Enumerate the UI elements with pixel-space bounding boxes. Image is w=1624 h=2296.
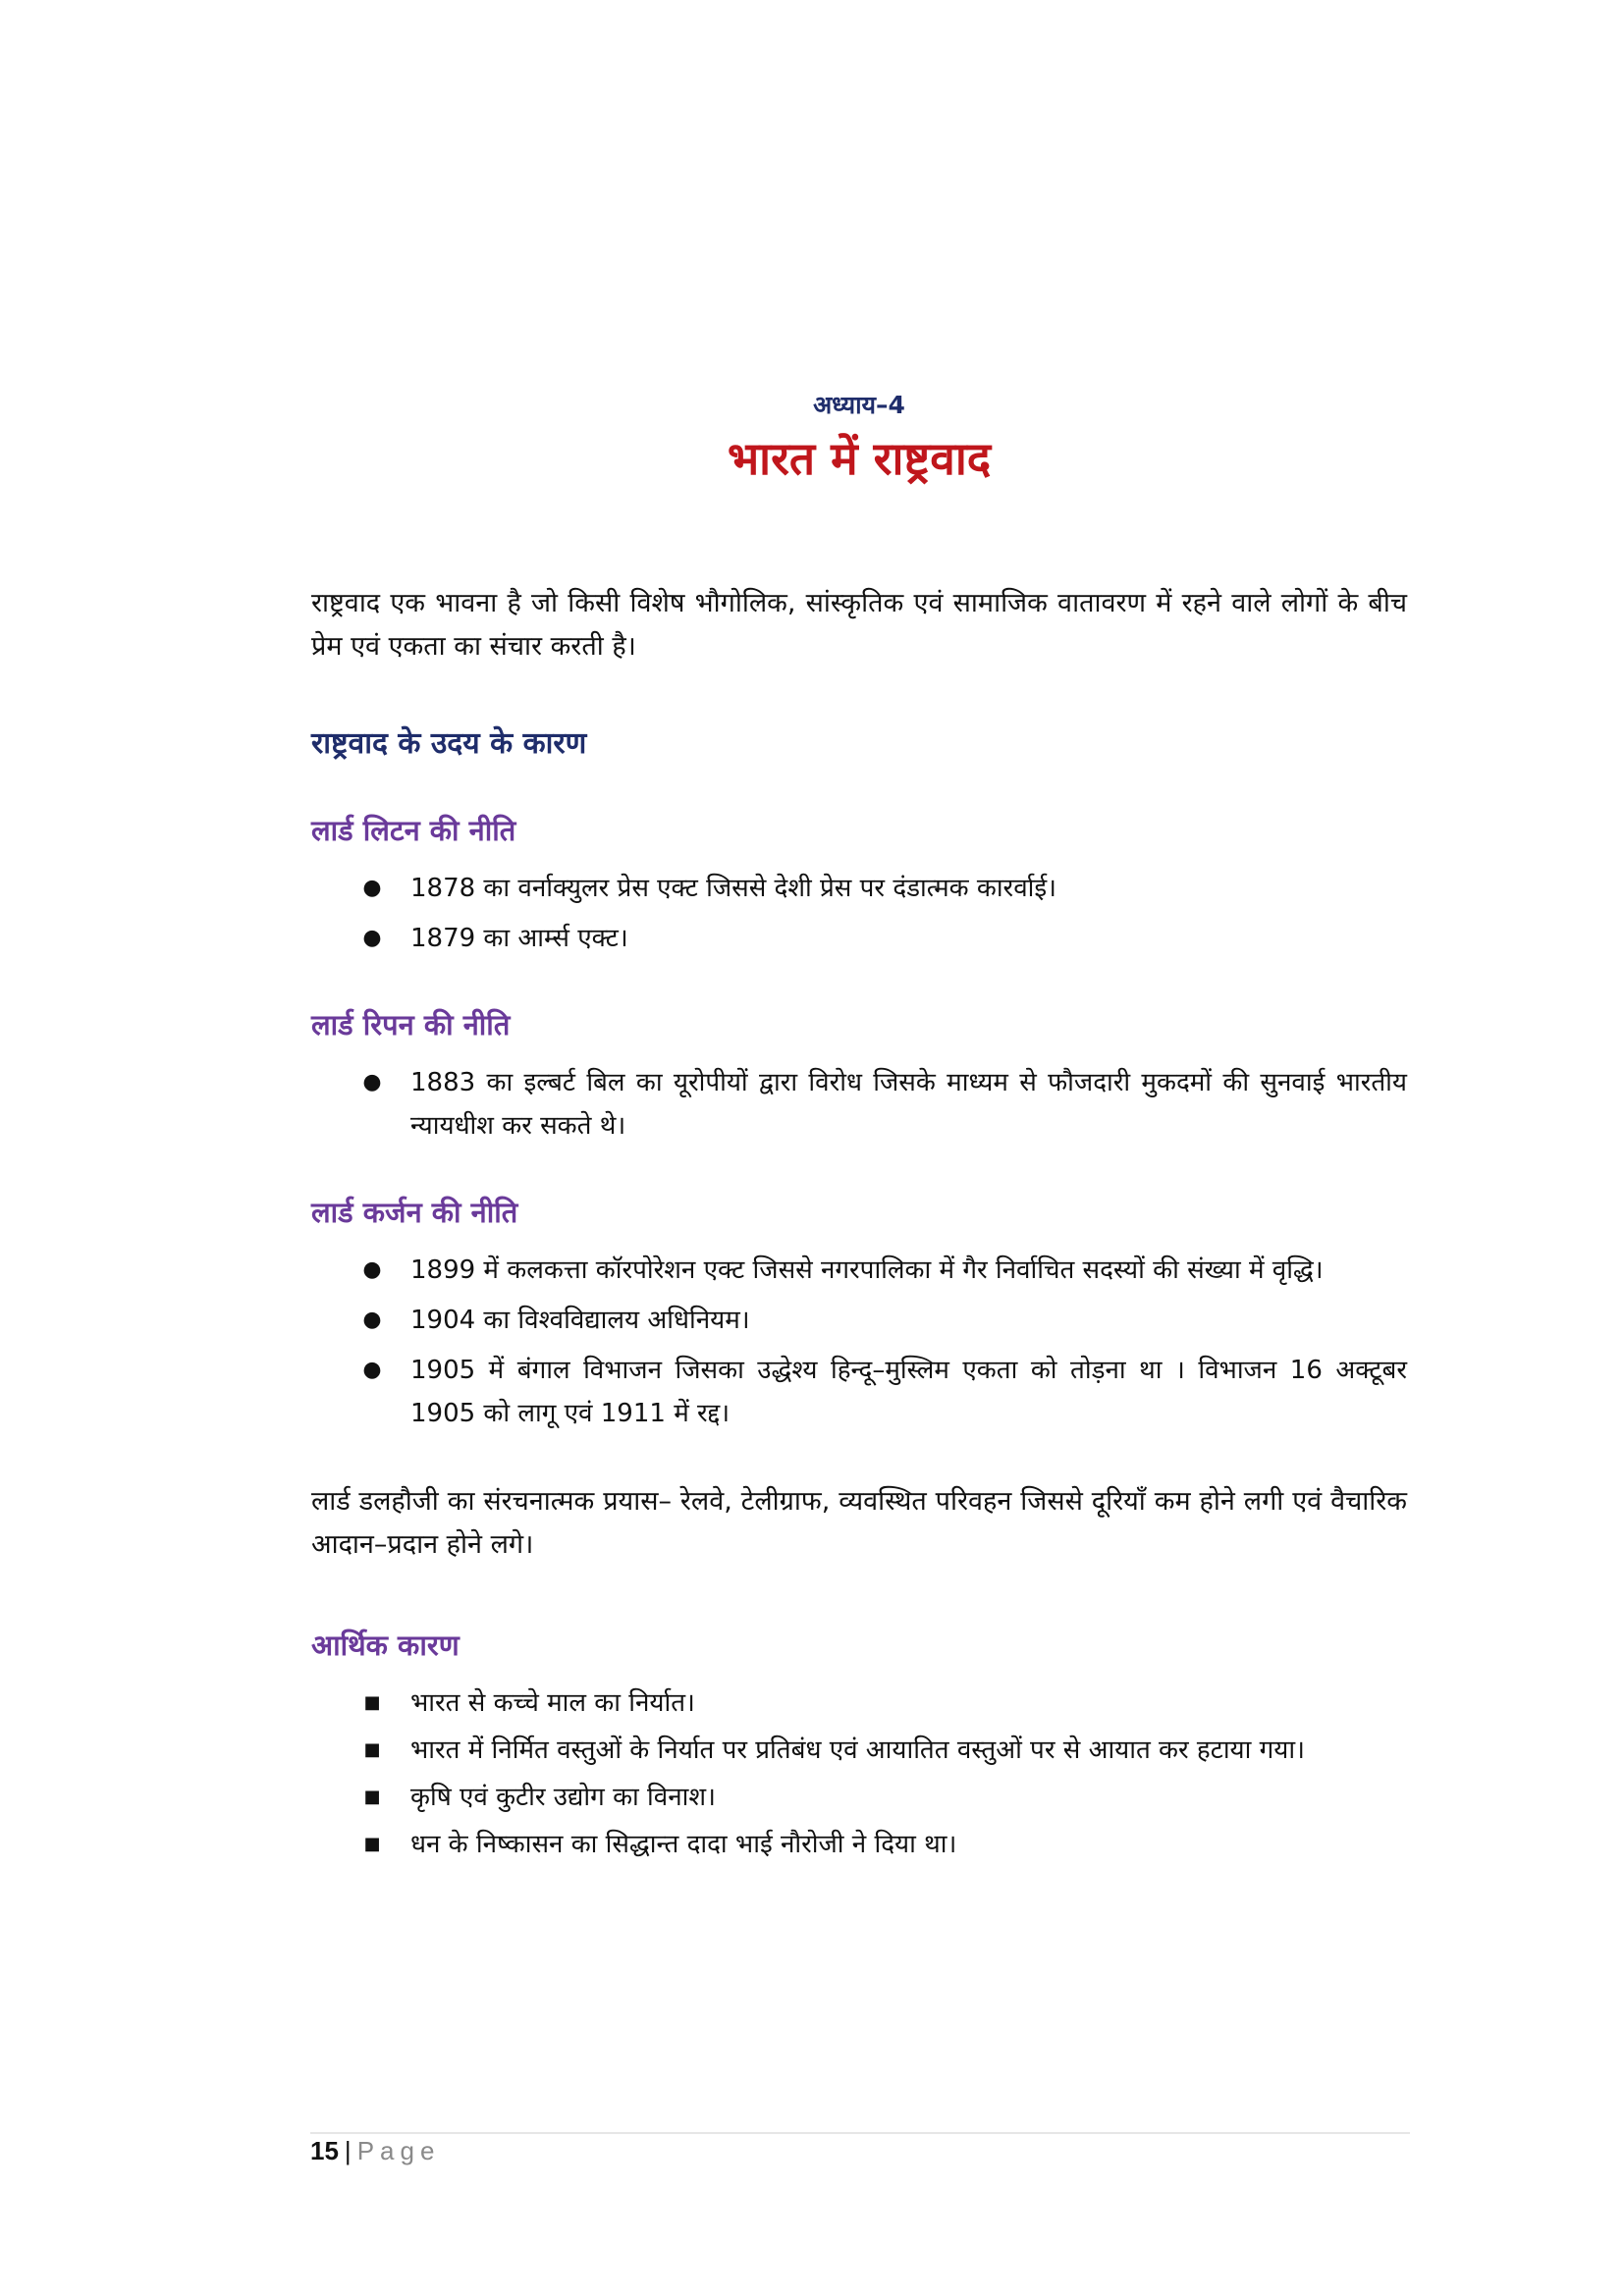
bullet-dot-icon: ● — [362, 1308, 382, 1332]
list-item: ■ भारत में निर्मित वस्तुओं के निर्यात पर प्रतिबंध एवं आयातित वस्तुओं पर से आयात कर हटाया गया। — [311, 1729, 1407, 1772]
curzon-list — [311, 1249, 1407, 1435]
list-item: ■ भारत से कच्चे माल का निर्यात। — [311, 1682, 1407, 1725]
list-item: ■ कृषि एवं कुटीर उद्योग का विनाश। — [311, 1776, 1407, 1819]
curzon-heading: लार्ड कर्जन की नीति — [311, 1196, 518, 1229]
page-number: 15 — [310, 2136, 339, 2165]
page-footer — [310, 2136, 440, 2166]
chapter-title: भारत में राष्ट्रवाद — [727, 432, 992, 485]
list-item: ● 1899 में कलकत्ता कॉरपोरेशन एक्ट जिससे नगरपालिका में गैर निर्वाचित सदस्यों की संख्या में वृद्धि। — [311, 1249, 1407, 1292]
list-item: ● 1905 में बंगाल विभाजन जिसका उद्धेश्य हिन्दू–मुस्लिम एकता को तोड़ना था । विभाजन 16 अक्टूबर 1905 को लागू एवं 1911 में रद्द। — [311, 1349, 1407, 1435]
economic-list — [311, 1682, 1407, 1866]
bullet-dot-icon: ● — [362, 876, 382, 900]
bullet-square-icon: ■ — [363, 1834, 381, 1854]
page-content — [311, 388, 1407, 1911]
footer-divider — [310, 2132, 1410, 2134]
footer-separator: | — [344, 2136, 352, 2165]
bullet-square-icon: ■ — [363, 1787, 381, 1807]
chapter-label: अध्याय–4 — [813, 391, 905, 419]
lytton-heading: लार्ड लिटन की नीति — [311, 814, 516, 847]
intro-paragraph: राष्ट्रवाद एक भावना है जो किसी विशेष भौगोलिक, सांस्कृतिक एवं सामाजिक वातावरण में रहने वाले लोगों के बीच प्रेम एवं एकता का संचार करती है। — [311, 588, 1407, 662]
bullet-dot-icon: ● — [362, 1070, 382, 1095]
list-item: ● 1904 का विश्वविद्यालय अधिनियम। — [311, 1299, 1407, 1342]
ripon-list — [311, 1061, 1407, 1148]
list-item: ● 1883 का इल्बर्ट बिल का यूरोपीयों द्वारा विरोध जिसके माध्यम से फौजदारी मुकदमों की सुनवाई भारतीय न्यायधीश कर सकते थे। — [311, 1061, 1407, 1148]
lytton-list — [311, 867, 1407, 960]
list-item: ● 1879 का आर्म्स एक्ट। — [311, 917, 1407, 960]
bullet-dot-icon: ● — [362, 926, 382, 950]
bullet-dot-icon: ● — [362, 1257, 382, 1282]
bullet-square-icon: ■ — [363, 1692, 381, 1713]
dalhousie-paragraph: लार्ड डलहौजी का संरचनात्मक प्रयास– रेलवे, टेलीग्राफ, व्यवस्थित परिवहन जिससे दूरियाँ कम होने लगी एवं वैचारिक आदान–प्रदान होने लगे। — [311, 1486, 1407, 1560]
page-word: Page — [356, 2136, 441, 2165]
section-heading: राष्ट्रवाद के उदय के कारण — [311, 726, 587, 761]
list-item: ■ धन के निष्कासन का सिद्धान्त दादा भाई नौरोजी ने दिया था। — [311, 1823, 1407, 1866]
ripon-heading: लार्ड रिपन की नीति — [311, 1008, 511, 1041]
bullet-square-icon: ■ — [363, 1739, 381, 1760]
list-item: ● 1878 का वर्नाक्युलर प्रेस एक्ट जिससे देशी प्रेस पर दंडात्मक कारर्वाई। — [311, 867, 1407, 910]
economic-heading: आर्थिक कारण — [311, 1629, 460, 1662]
bullet-dot-icon: ● — [362, 1358, 382, 1382]
